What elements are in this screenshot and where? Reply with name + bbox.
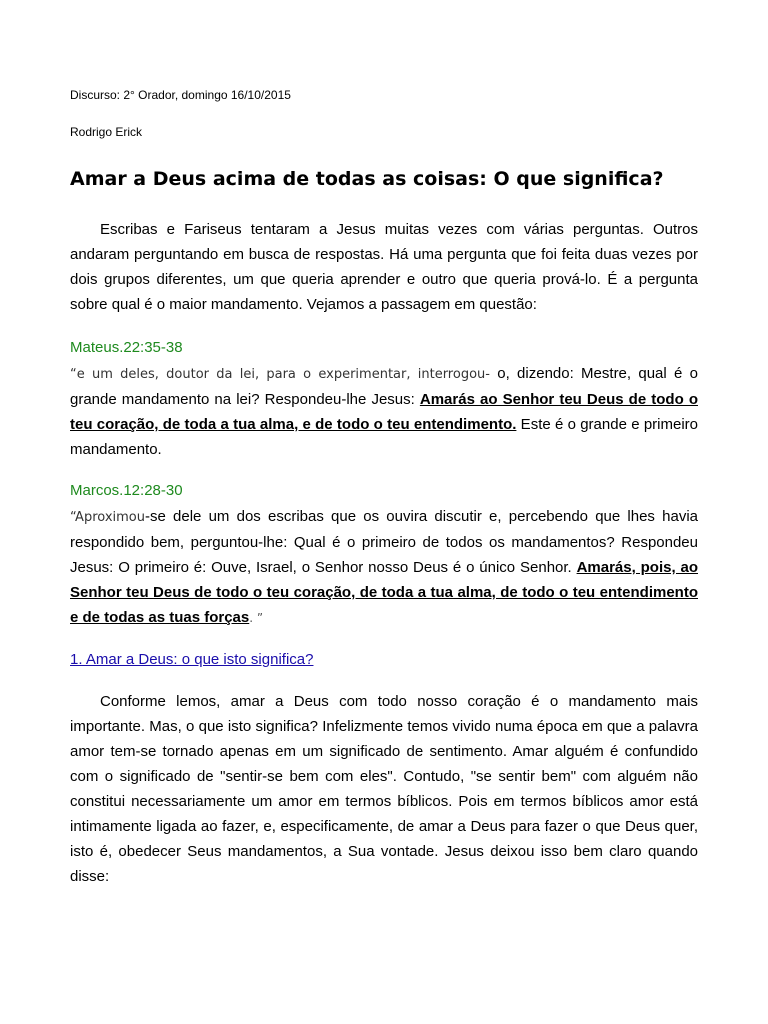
scripture-reference-marcos: Marcos.12:28-30 bbox=[70, 482, 183, 499]
scripture-passage-marcos bbox=[70, 504, 698, 631]
section-heading-link[interactable]: 1. Amar a Deus: o que isto significa? bbox=[70, 651, 314, 668]
author-name: Rodrigo Erick bbox=[70, 125, 143, 139]
passage-emphasis: Amarás ao Senhor teu Deus de todo o teu coração, de toda a tua alma, e de todo o teu entendimento. bbox=[70, 391, 698, 433]
passage-text-after: Este é o grande e primeiro mandamento. bbox=[70, 416, 698, 458]
scripture-passage-mateus bbox=[70, 361, 698, 462]
passage-quote-open: “Aproximou bbox=[70, 510, 145, 525]
passage-text: -se dele um dos escribas que os ouvira discutir e, percebendo que lhes havia respondido bem, perguntou-lhe: Qual é o primeiro de todos os mandamentos? Respondeu Jesus: O primeiro é: Ouve, Israel, o Senhor nosso Deus é o único Senhor. bbox=[70, 508, 698, 576]
passage-emphasis: Amarás, pois, ao Senhor teu Deus de todo o teu coração, de toda a tua alma, de todo o teu entendimento e de todas as tuas forças bbox=[70, 559, 698, 626]
passage-quote-open: “e um deles, doutor da lei, para o experimentar, interrogou- bbox=[70, 367, 490, 382]
page-title: Amar a Deus acima de todas as coisas: O que significa? bbox=[70, 168, 664, 190]
scripture-reference-mateus: Mateus.22:35-38 bbox=[70, 339, 183, 356]
intro-paragraph: Escribas e Fariseus tentaram a Jesus muitas vezes com várias perguntas. Outros andaram perguntando em busca de respostas. Há uma pergunta que foi feita duas vezes por dois grupos diferentes, um que queria aprender e outro que queria prová-lo. É a pergunta sobre qual é o maior mandamento. Vejamos a passagem em questão: bbox=[70, 221, 698, 313]
section-paragraph: Conforme lemos, amar a Deus com todo nosso coração é o mandamento mais importante. Mas, o que isto significa? Infelizmente temos vivido numa época em que a palavra amor tem-se tornado apenas em um significado de sentimento. Amar alguém é confundido com o significado de "sentir-se bem com eles". Contudo, "se sentir bem" com alguém não constitui necessariamente um amor em termos bíblicos. Pois em termos bíblicos amor está intimamente ligada ao fazer, e, especificamente, de amar a Deus para fazer o que Deus quer, isto é, obedecer Seus mandamentos, a Sua vontade. Jesus deixou isso bem claro quando disse: bbox=[70, 693, 698, 885]
talk-info: Discurso: 2° Orador, domingo 16/10/2015 bbox=[70, 88, 291, 102]
passage-text: o, dizendo: Mestre, qual é o grande mandamento na lei? Respondeu-lhe Jesus: bbox=[70, 365, 698, 408]
passage-closing: . ” bbox=[249, 611, 264, 625]
